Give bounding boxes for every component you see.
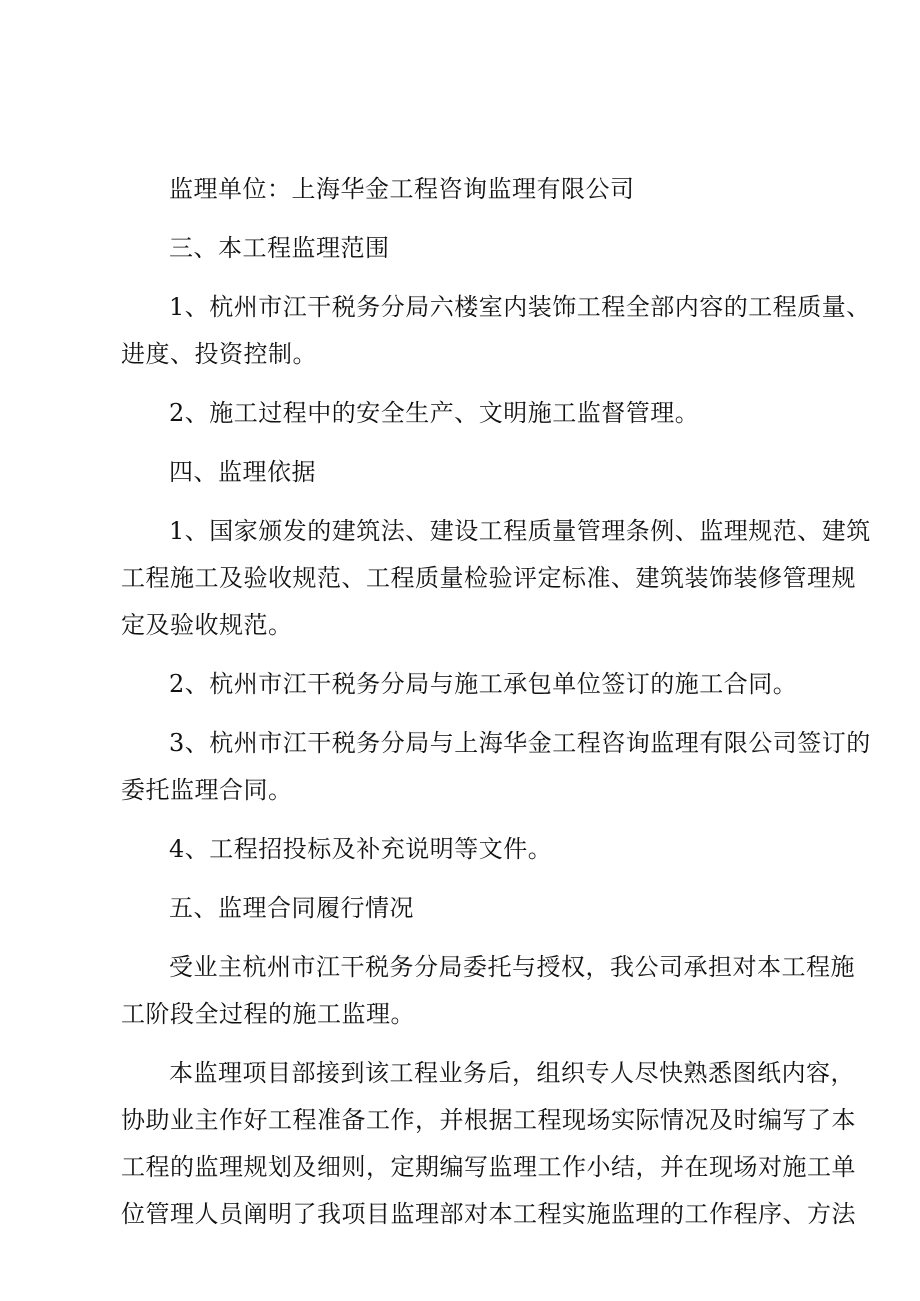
scope-item-2: 2、施工过程中的安全生产、文明施工监督管理。	[169, 399, 700, 427]
contract-paragraph-2-line-4: 位管理人员阐明了我项目监理部对本工程实施监理的工作程序、方法	[121, 1200, 856, 1228]
document-body	[121, 166, 871, 1238]
supervisor-unit-line: 监理单位：上海华金工程咨询监理有限公司	[169, 175, 635, 203]
basis-item-3-line-2: 委托监理合同。	[121, 776, 293, 804]
basis-item-2: 2、杭州市江干税务分局与施工承包单位签订的施工合同。	[169, 670, 798, 698]
scope-item-1-line-2: 进度、投资控制。	[121, 340, 317, 368]
scope-item-1-line-1: 1、杭州市江干税务分局六楼室内装饰工程全部内容的工程质量、	[169, 293, 871, 321]
contract-paragraph-1-line-2: 工阶段全过程的施工监理。	[121, 1000, 415, 1028]
contract-paragraph-1-line-1: 受业主杭州市江干税务分局委托与授权，我公司承担对本工程施	[169, 953, 855, 981]
basis-item-1-line-3: 定及验收规范。	[121, 611, 293, 639]
basis-item-1-line-2: 工程施工及验收规范、工程质量检验评定标准、建筑装饰装修管理规	[121, 564, 856, 592]
contract-paragraph-2-line-2: 协助业主作好工程准备工作，并根据工程现场实际情况及时编写了本	[121, 1106, 856, 1134]
basis-item-1-line-1: 1、国家颁发的建筑法、建设工程质量管理条例、监理规范、建筑	[169, 517, 871, 545]
contract-paragraph-2-line-3: 工程的监理规划及细则，定期编写监理工作小结，并在现场对施工单	[121, 1153, 856, 1181]
section-five-heading: 五、监理合同履行情况	[169, 894, 414, 922]
basis-item-4: 4、工程招投标及补充说明等文件。	[169, 835, 553, 863]
basis-item-3-line-1: 3、杭州市江干税务分局与上海华金工程咨询监理有限公司签订的	[169, 729, 871, 757]
section-four-heading: 四、监理依据	[169, 458, 316, 486]
section-three-heading: 三、本工程监理范围	[169, 234, 390, 262]
contract-paragraph-2-line-1: 本监理项目部接到该工程业务后，组织专人尽快熟悉图纸内容，	[169, 1059, 855, 1087]
